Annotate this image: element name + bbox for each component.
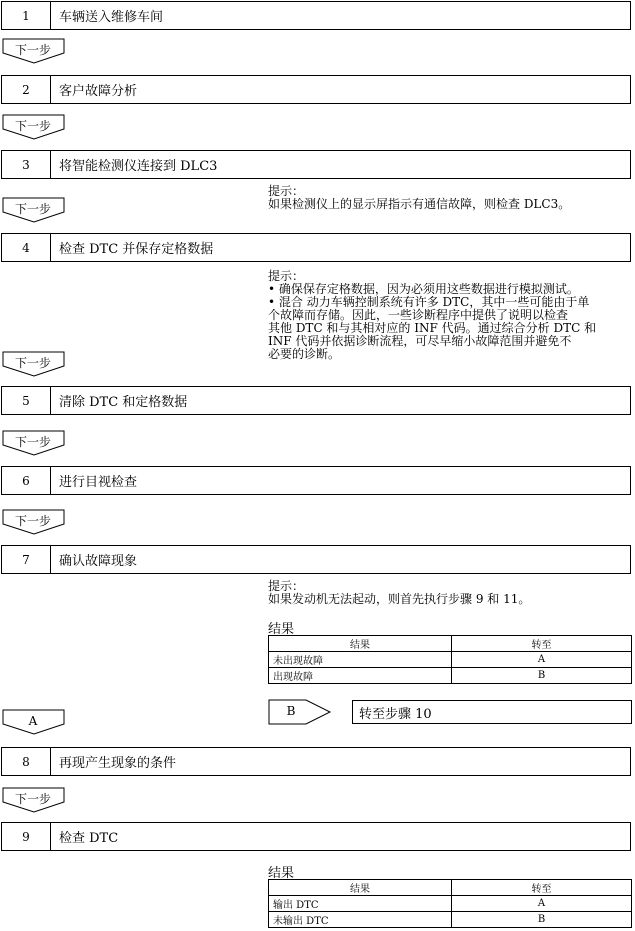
step-text: 清除 DTC 和定格数据	[59, 395, 188, 410]
step-number: 5	[2, 387, 51, 414]
hint-step-3	[268, 185, 570, 211]
table-cell: B	[452, 912, 632, 928]
table-row	[269, 652, 632, 668]
hint-line: 必要的诊断。	[268, 347, 341, 361]
hint-line: • 混合 动力车辆控制系统有许多 DTC，其中一些可能由于单	[268, 295, 590, 309]
table-row	[269, 896, 632, 912]
step-text: 将智能检测仪连接到 DLC3	[59, 159, 218, 174]
hint-line: INF 代码并依据诊断流程，可尽早缩小故障范围并避免不	[268, 334, 572, 348]
table-cell: 输出 DTC	[269, 896, 452, 912]
step-number: 9	[2, 823, 51, 850]
step-number: 8	[2, 748, 51, 775]
result-table-step-7	[268, 635, 632, 684]
hint-line: 其他 DTC 和与其相对应的 INF 代码。通过综合分析 DTC 和	[268, 321, 597, 335]
result-title: 结果	[268, 622, 295, 637]
branch-label: A	[28, 714, 38, 728]
step-text: 客户故障分析	[59, 84, 138, 99]
next-label: 下一步	[14, 119, 51, 133]
step-text: 检查 DTC	[59, 831, 119, 846]
table-cell: 出现故障	[269, 668, 452, 684]
table-cell: B	[452, 668, 632, 684]
branch-a-arrow	[2, 709, 66, 735]
step-6	[1, 466, 631, 495]
column-header: 转至	[452, 636, 632, 652]
step-3	[1, 150, 631, 179]
column-header: 转至	[452, 880, 632, 896]
table-header-row	[269, 636, 632, 652]
next-label: 下一步	[14, 202, 51, 216]
step-7	[1, 545, 631, 574]
next-label: 下一步	[14, 435, 51, 449]
table-cell: A	[452, 652, 632, 668]
next-label: 下一步	[14, 792, 51, 806]
step-5	[1, 386, 631, 415]
step-number: 1	[2, 2, 51, 29]
column-header: 结果	[269, 880, 452, 896]
table-row	[269, 668, 632, 684]
hint-line: • 确保保存定格数据，因为必须用这些数据进行模拟测试。	[268, 282, 579, 296]
next-arrow	[2, 787, 66, 813]
step-2	[1, 75, 631, 104]
next-label: 下一步	[14, 514, 51, 528]
result-table-step-9	[268, 879, 632, 928]
step-text: 检查 DTC 并保存定格数据	[59, 242, 214, 257]
hint-step-4	[268, 270, 596, 361]
step-text: 进行目视检查	[59, 475, 138, 490]
result-title: 结果	[268, 866, 295, 881]
next-arrow	[2, 197, 66, 223]
next-arrow	[2, 38, 66, 64]
table-cell: 未输出 DTC	[269, 912, 452, 928]
goto-step-box: 转至步骤 10	[352, 700, 632, 724]
next-arrow	[2, 509, 66, 535]
step-1	[1, 1, 631, 30]
column-header: 结果	[269, 636, 452, 652]
hint-line: 个故障而存储。因此，一些诊断程序中提供了说明以检查	[268, 308, 569, 322]
step-text: 车辆送入维修车间	[59, 10, 164, 25]
step-number: 4	[2, 234, 51, 261]
next-label: 下一步	[14, 43, 51, 57]
next-arrow	[2, 430, 66, 456]
step-8	[1, 747, 631, 776]
step-number: 6	[2, 467, 51, 494]
step-text: 确认故障现象	[59, 554, 138, 569]
next-arrow	[2, 351, 66, 377]
hint-title: 提示：	[268, 269, 305, 283]
next-arrow	[2, 114, 66, 140]
step-number: 7	[2, 546, 51, 573]
table-header-row	[269, 880, 632, 896]
step-number: 3	[2, 151, 51, 178]
next-label: 下一步	[14, 356, 51, 370]
step-number: 2	[2, 76, 51, 103]
hint-title: 提示：	[268, 184, 305, 198]
table-cell: 未出现故障	[269, 652, 452, 668]
table-row	[269, 912, 632, 928]
branch-b-arrow	[268, 699, 332, 729]
hint-line: 如果检测仪上的显示屏指示有通信故障，则检查 DLC3。	[268, 197, 571, 211]
hint-step-7	[268, 580, 530, 606]
step-4	[1, 233, 631, 262]
branch-label: B	[286, 704, 296, 718]
table-cell: A	[452, 896, 632, 912]
hint-line: 如果发动机无法起动，则首先执行步骤 9 和 11。	[268, 592, 531, 606]
step-9	[1, 822, 631, 851]
hint-title: 提示：	[268, 579, 305, 593]
step-text: 再现产生现象的条件	[59, 756, 177, 771]
